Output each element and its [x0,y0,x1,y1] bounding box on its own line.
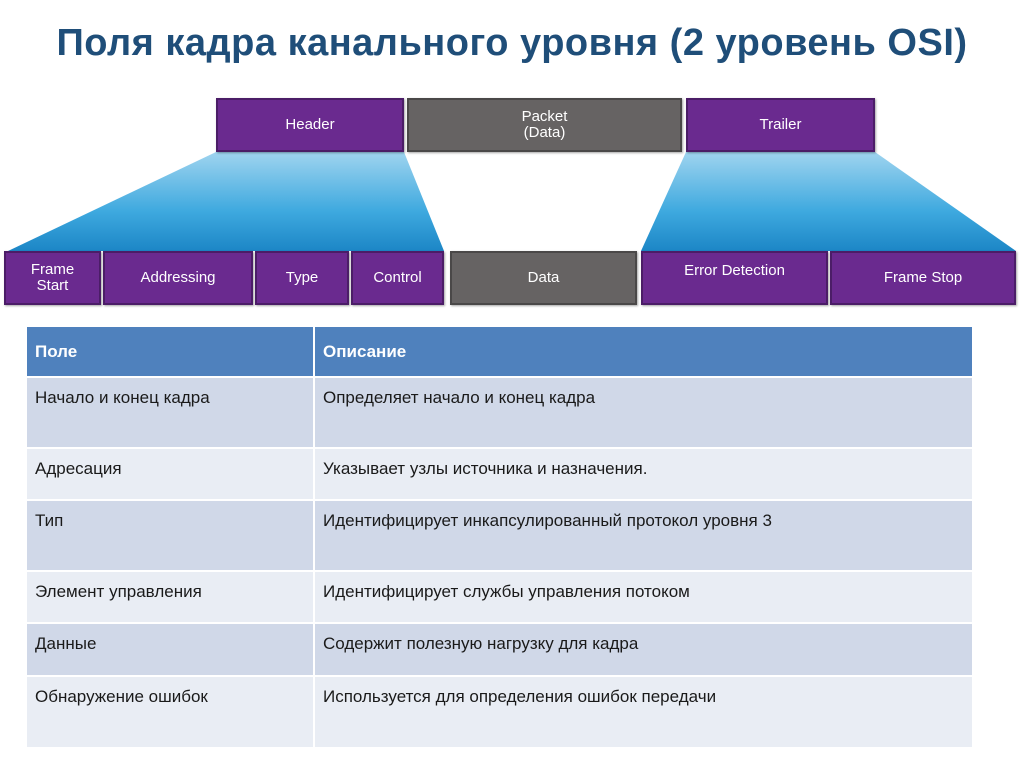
left-fan [8,152,444,251]
table-row [27,571,973,623]
packet-block: Packet (Data) [407,98,682,152]
addressing-block: Addressing [103,251,253,305]
column-header-field: Поле [27,327,314,377]
column-header-description: Описание [314,327,973,377]
table-header-row [27,327,973,377]
table-row [27,377,973,448]
trailer-block: Trailer [686,98,875,152]
frame-stop-block: Frame Stop [830,251,1016,305]
table-row [27,676,973,747]
header-block: Header [216,98,404,152]
field-cell: Адресация [27,448,314,500]
description-cell: Идентифицирует инкапсулированный протокол уровня 3 [314,500,973,571]
field-cell: Данные [27,623,314,676]
type-block: Type [255,251,349,305]
slide-title: Поля кадра канального уровня (2 уровень OSI) [56,22,968,64]
field-cell: Тип [27,500,314,571]
table-row [27,448,973,500]
description-cell: Идентифицирует службы управления потоком [314,571,973,623]
control-block: Control [351,251,444,305]
description-cell: Содержит полезную нагрузку для кадра [314,623,973,676]
fields-table [27,327,974,747]
field-cell: Начало и конец кадра [27,377,314,448]
data-block: Data [450,251,637,305]
table-row [27,623,973,676]
error-detection-block: Error Detection [641,251,828,305]
frame-start-block: Frame Start [4,251,101,305]
field-cell: Обнаружение ошибок [27,676,314,747]
description-cell: Используется для определения ошибок передачи [314,676,973,747]
description-cell: Определяет начало и конец кадра [314,377,973,448]
table-row [27,500,973,571]
description-cell: Указывает узлы источника и назначения. [314,448,973,500]
field-cell: Элемент управления [27,571,314,623]
right-fan [641,152,1016,251]
frame-diagram [0,0,1024,320]
